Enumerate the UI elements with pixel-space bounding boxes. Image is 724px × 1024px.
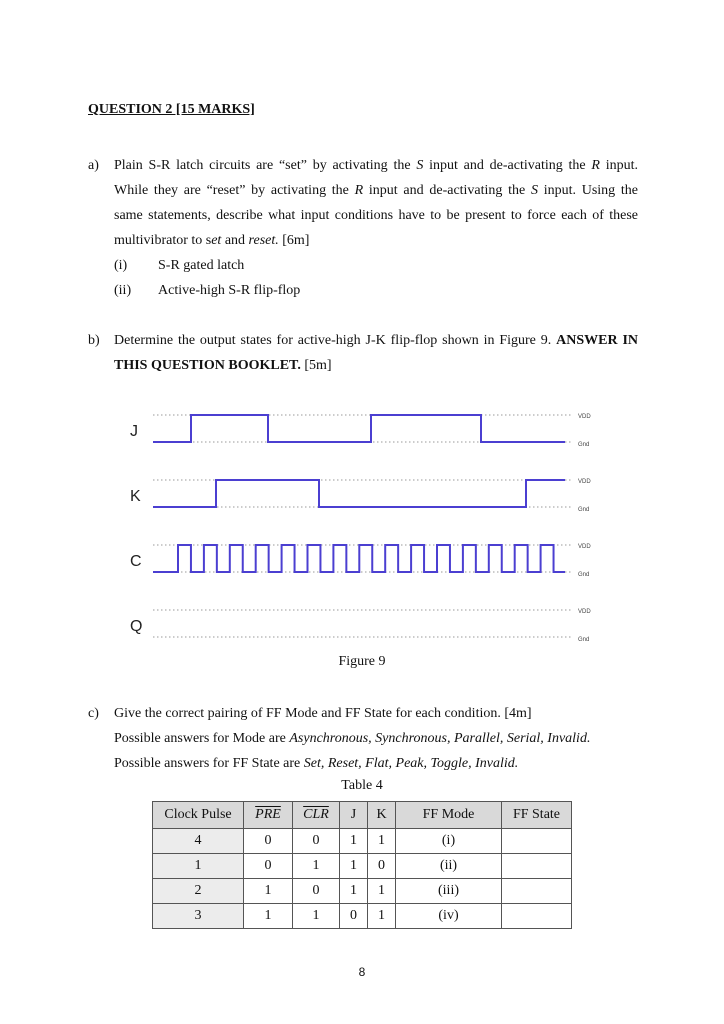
- cell-clock-pulse: 3: [153, 904, 244, 929]
- header-clr: $\overline{CLR}$: [293, 802, 340, 829]
- part-c-line-3: Possible answers for FF State are Set, Reset, Flat, Peak, Toggle, Invalid.: [114, 756, 519, 771]
- cell-clock-pulse: 1: [153, 854, 244, 879]
- part-c-line-2: Possible answers for Mode are Asynchronous, Synchronous, Parallel, Serial, Invalid.: [114, 731, 591, 746]
- part-b-line-1: Determine the output states for active-high J-K flip-flop shown in Figure 9. ANSWER IN: [114, 333, 639, 348]
- cell-j: 1: [340, 829, 368, 854]
- cell-ff-state[interactable]: [502, 904, 572, 929]
- header-pre: $\overline{PRE}$: [244, 802, 293, 829]
- vdd-label: VDD: [578, 479, 591, 485]
- cell-j: 1: [340, 879, 368, 904]
- part-a-item-2-text: Active-high S-R flip-flop: [158, 283, 301, 298]
- cell-ff-mode: (iv): [396, 904, 502, 929]
- table-row: [153, 879, 572, 904]
- waveform-c: [153, 545, 565, 572]
- cell-pre: 1: [244, 879, 293, 904]
- header-ff-state: FF State: [502, 802, 572, 829]
- page-number: 8: [358, 965, 366, 979]
- header-clock-pulse: Clock Pulse: [153, 802, 244, 829]
- vdd-label: VDD: [578, 609, 591, 615]
- question-heading: QUESTION 2 [15 MARKS]: [88, 102, 255, 117]
- part-b-text: [114, 328, 638, 378]
- cell-ff-state[interactable]: [502, 854, 572, 879]
- figure-caption: Figure 9: [338, 654, 386, 669]
- cell-clr: 1: [293, 854, 340, 879]
- header-k: K: [368, 802, 396, 829]
- part-a-text: [114, 153, 638, 253]
- waveform-j: [153, 415, 565, 442]
- timing-diagram: [0, 395, 724, 650]
- header-j: J: [340, 802, 368, 829]
- part-a-line-3: same statements, describe what input conditions have to be present to force each of these: [114, 208, 638, 223]
- cell-clr: 0: [293, 829, 340, 854]
- part-a-label: a): [88, 158, 99, 173]
- cell-ff-state[interactable]: [502, 829, 572, 854]
- cell-pre: 0: [244, 829, 293, 854]
- part-b-line-2: THIS QUESTION BOOKLET. [5m]: [114, 358, 332, 373]
- table-header-row: [153, 802, 572, 829]
- vdd-label: VDD: [578, 414, 591, 420]
- cell-k: 1: [368, 829, 396, 854]
- signal-label-j: J: [130, 423, 138, 440]
- part-a-item-1-num: (i): [114, 258, 128, 273]
- table-row: [153, 829, 572, 854]
- signal-label-k: K: [130, 488, 141, 505]
- cell-ff-mode: (i): [396, 829, 502, 854]
- part-c-line-1: Give the correct pairing of FF Mode and FF State for each condition. [4m]: [114, 706, 532, 721]
- part-c-label: c): [88, 706, 99, 721]
- cell-clr: 1: [293, 904, 340, 929]
- gnd-label: Gnd: [578, 507, 590, 513]
- cell-k: 0: [368, 854, 396, 879]
- cell-ff-mode: (iii): [396, 879, 502, 904]
- cell-pre: 0: [244, 854, 293, 879]
- cell-k: 1: [368, 904, 396, 929]
- part-a-item-2-num: (ii): [114, 283, 132, 298]
- waveform-k: [153, 480, 565, 507]
- part-a-line-2: While they are “reset” by activating the R input and de-activating the S input. Using the: [114, 183, 638, 198]
- signal-label-q: Q: [130, 618, 143, 635]
- cell-clock-pulse: 2: [153, 879, 244, 904]
- cell-ff-state[interactable]: [502, 879, 572, 904]
- part-a-line-1: Plain S-R latch circuits are “set” by activating the S input and de-activating the R input.: [114, 158, 638, 173]
- part-b-label: b): [88, 333, 100, 348]
- cell-j: 0: [340, 904, 368, 929]
- gnd-label: Gnd: [578, 572, 590, 578]
- part-a-line-4: multivibrator to set and reset. [6m]: [114, 233, 310, 248]
- gnd-label: Gnd: [578, 442, 590, 448]
- table-row: [153, 904, 572, 929]
- table-4: [152, 801, 572, 929]
- cell-pre: 1: [244, 904, 293, 929]
- table-row: [153, 854, 572, 879]
- table-caption: Table 4: [341, 778, 383, 793]
- vdd-label: VDD: [578, 544, 591, 550]
- part-c-text: [114, 701, 654, 776]
- signal-label-c: C: [130, 553, 142, 570]
- gnd-label: Gnd: [578, 637, 590, 643]
- cell-clr: 0: [293, 879, 340, 904]
- cell-j: 1: [340, 854, 368, 879]
- cell-ff-mode: (ii): [396, 854, 502, 879]
- part-a-item-1-text: S-R gated latch: [158, 258, 245, 273]
- header-ff-mode: FF Mode: [396, 802, 502, 829]
- cell-clock-pulse: 4: [153, 829, 244, 854]
- cell-k: 1: [368, 879, 396, 904]
